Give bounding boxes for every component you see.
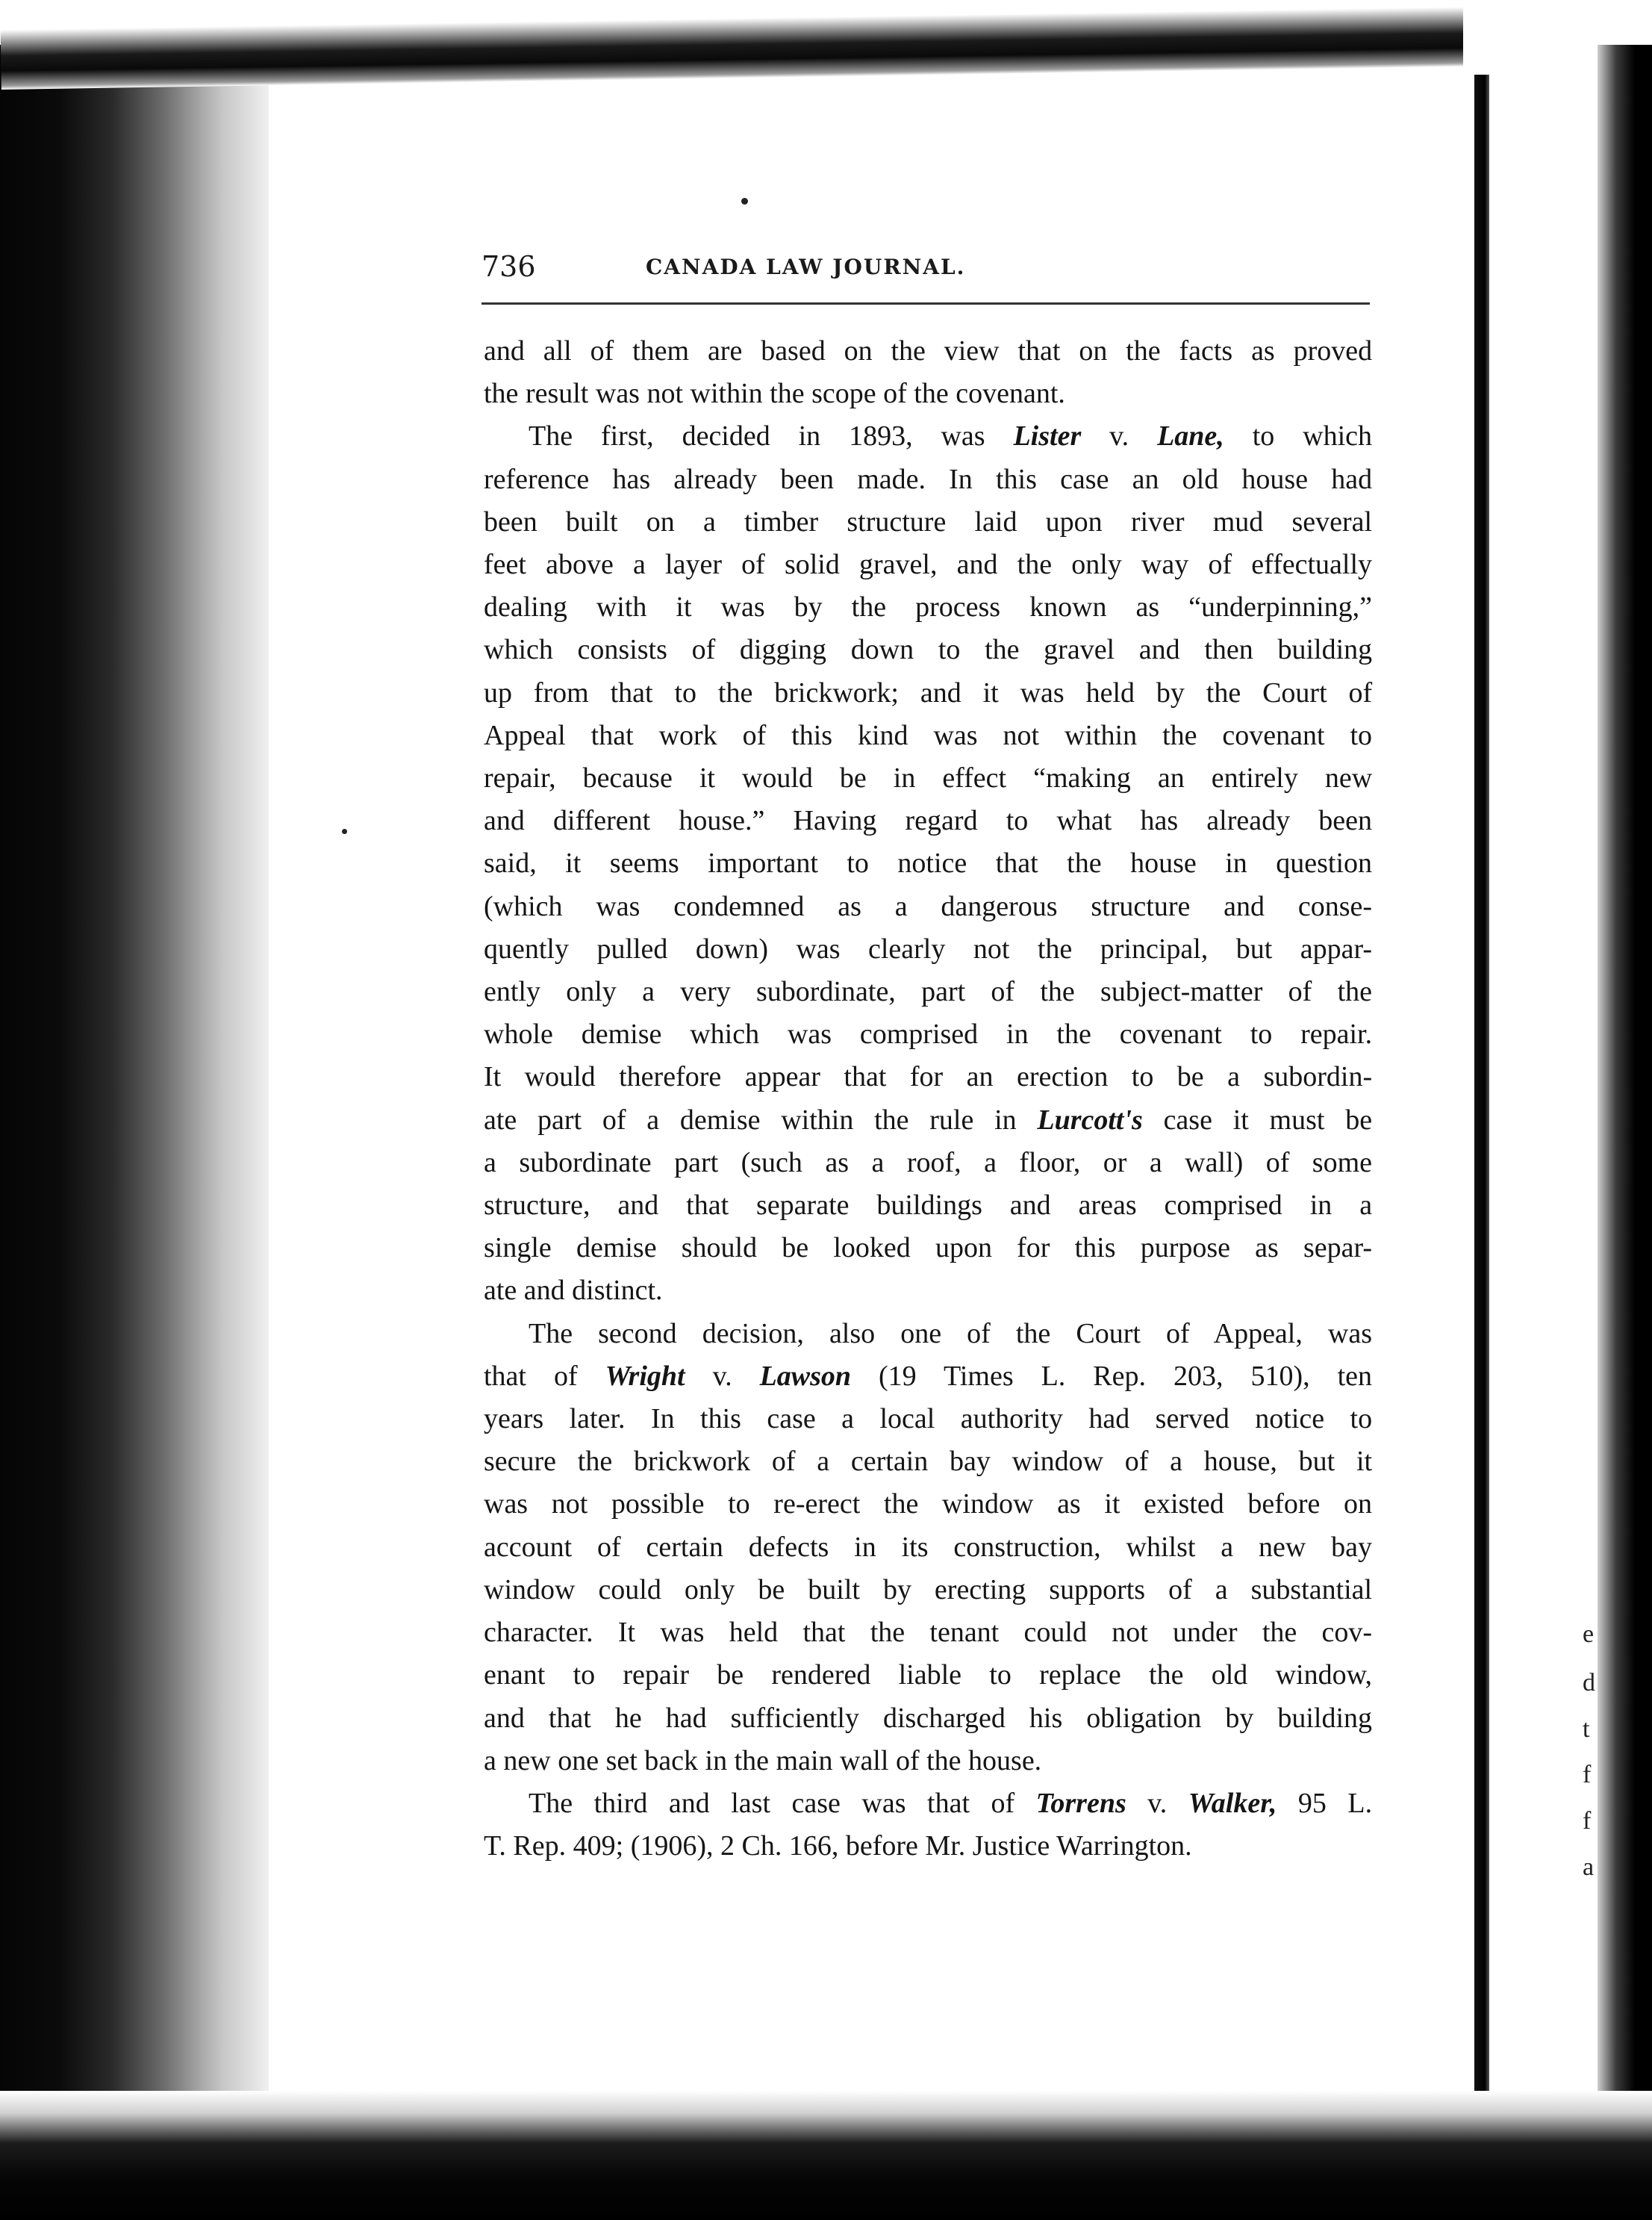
- text-line: Appeal that work of this kind was not within the covenant to: [484, 719, 1373, 751]
- text-line: and all of them are based on the view that on the facts as proved: [484, 335, 1373, 367]
- page-number: 736: [481, 250, 536, 283]
- margin-letter: d: [1583, 1669, 1595, 1697]
- margin-letter: a: [1583, 1853, 1595, 1881]
- scan-shadow-top: [0, 0, 1652, 90]
- text-line: reference has already been made. In this case an old house had: [484, 463, 1373, 495]
- text-line: repair, because it would be in effect “making an entirely new: [484, 762, 1373, 795]
- ink-speck: [741, 198, 748, 205]
- text-line: said, it seems important to notice that the house in question: [484, 848, 1373, 880]
- header-rule: [481, 302, 1370, 305]
- scan-shadow-far-right: [1598, 45, 1652, 2136]
- text-line: The second decision, also one of the Court of Appeal, was: [529, 1317, 1373, 1349]
- article-body: [484, 330, 1372, 1868]
- text-line: It would therefore appear that for an erection to be a subordin-: [484, 1061, 1373, 1093]
- page-header: [481, 250, 1370, 295]
- text-line: feet above a layer of solid gravel, and the only way of effectually: [484, 549, 1373, 581]
- text-line: enant to repair be rendered liable to replace the old window,: [484, 1659, 1373, 1691]
- text-line: that of Wright v. Lawson (19 Times L. Rep. 203, 510), ten: [484, 1360, 1372, 1392]
- text-line: and different house.” Having regard to what has already been: [484, 805, 1372, 837]
- text-line: a subordinate part (such as a roof, a floor, or a wall) of some: [484, 1146, 1373, 1178]
- text-line: account of certain defects in its construction, whilst a new bay: [484, 1531, 1373, 1563]
- text-line: single demise should be looked upon for this purpose as separ-: [484, 1232, 1373, 1264]
- text-line: which consists of digging down to the gravel and then building: [484, 634, 1373, 666]
- paragraph: [484, 330, 1372, 415]
- text-line: secure the brickwork of a certain bay window of a house, but it: [484, 1446, 1373, 1478]
- margin-letter: f: [1583, 1807, 1592, 1835]
- running-title: CANADA LAW JOURNAL.: [646, 255, 966, 279]
- text-line: window could only be built by erecting supports of a substantial: [484, 1573, 1373, 1605]
- paragraph: [484, 1313, 1372, 1782]
- scan-shadow-bottom: [0, 2091, 1652, 2220]
- text-line: dealing with it was by the process known as “underpinning,”: [484, 591, 1373, 624]
- margin-letter: f: [1583, 1761, 1592, 1788]
- text-line: structure, and that separate buildings and areas comprised in a: [484, 1190, 1373, 1222]
- text-line: character. It was held that the tenant could not under the cov-: [484, 1617, 1373, 1649]
- text-line: the result was not within the scope of the covenant.: [484, 378, 1065, 410]
- text-line: ate part of a demise within the rule in Lurcott's case it must be: [484, 1104, 1373, 1136]
- text-line: (which was condemned as a dangerous structure and conse-: [484, 890, 1373, 922]
- text-line: years later. In this case a local authority had served notice to: [484, 1403, 1373, 1435]
- text-line: a new one set back in the main wall of the house.: [484, 1744, 1042, 1776]
- text-line: T. Rep. 409; (1906), 2 Ch. 166, before Mr. Justice Warrington.: [484, 1830, 1192, 1862]
- scan-shadow-right: [1474, 75, 1489, 2091]
- text-line: quently pulled down) was clearly not the principal, but appar-: [484, 933, 1373, 965]
- text-line: up from that to the brickwork; and it was held by the Court of: [484, 677, 1373, 709]
- text-line: ate and distinct.: [484, 1275, 663, 1307]
- margin-letter: e: [1583, 1620, 1595, 1648]
- text-line: ently only a very subordinate, part of the subject-matter of the: [484, 976, 1373, 1008]
- text-line: was not possible to re-erect the window as it existed before on: [484, 1488, 1373, 1520]
- paragraph: [484, 415, 1372, 1312]
- text-line: been built on a timber structure laid upon river mud several: [484, 506, 1373, 538]
- ink-speck: [342, 829, 347, 834]
- paragraph: [484, 1782, 1372, 1868]
- text-line: The first, decided in 1893, was Lister v. Lane, to which: [529, 420, 1373, 453]
- text-line: The third and last case was that of Torrens v. Walker, 95 L.: [529, 1787, 1373, 1819]
- margin-letter: t: [1583, 1715, 1590, 1743]
- scan-shadow-left: [0, 0, 269, 2220]
- text-line: whole demise which was comprised in the covenant to repair.: [484, 1019, 1373, 1051]
- text-line: and that he had sufficiently discharged his obligation by building: [484, 1702, 1373, 1734]
